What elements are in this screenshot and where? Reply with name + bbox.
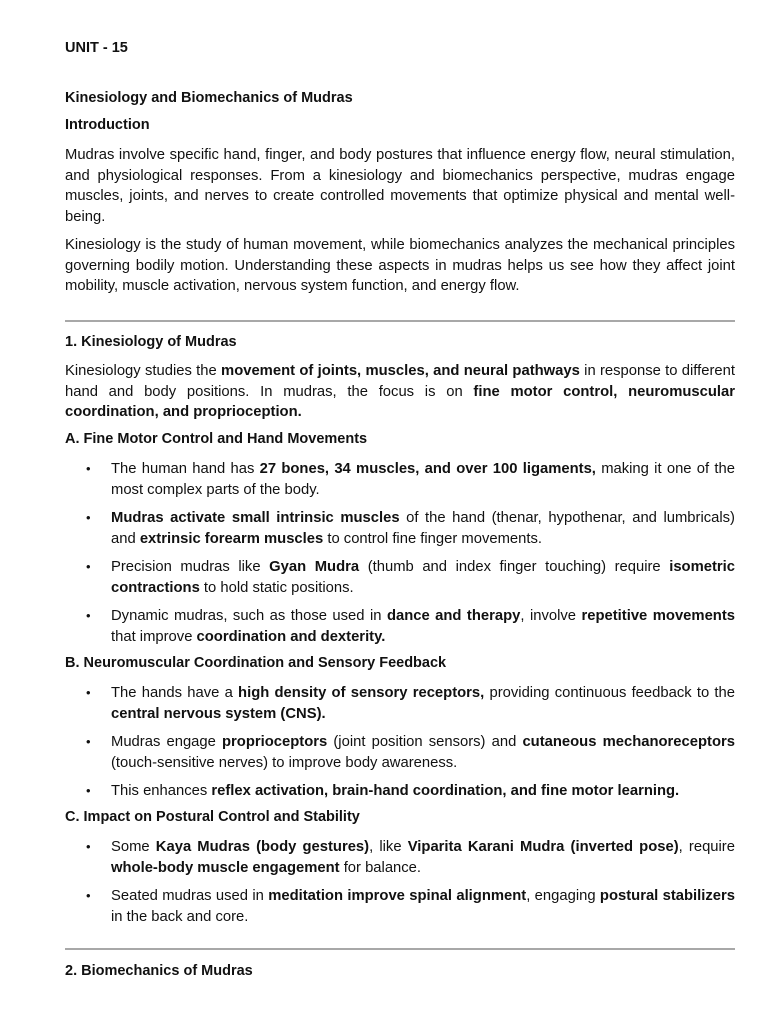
section-divider [65,948,735,950]
subsection-b-heading: B. Neuromuscular Coordination and Sensory Feedback [65,655,447,671]
section-1-paragraph: Kinesiology studies the movement of joints, muscles, and neural pathways in response to different hand and body positions. In mudras, the focus is on fine motor control, neuromuscular coordination, and proprioception. [65,363,735,420]
list-item: • The hands have a high density of sensory receptors, providing continuous feedback to the central nervous system (CNS). [86,685,735,722]
section-1-heading: 1. Kinesiology of Mudras [65,334,237,350]
list-item: • The human hand has 27 bones, 34 muscles, and over 100 ligaments, making it one of the most complex parts of the body. [86,461,735,498]
bullet-icon: • [86,608,91,623]
bullet-icon: • [86,559,91,574]
subsection-c-heading: C. Impact on Postural Control and Stability [65,809,360,825]
bullet-icon: • [86,783,91,798]
list-item: • Dynamic mudras, such as those used in dance and therapy, involve repetitive movements that improve coordination and dexterity. [86,608,735,645]
subsection-a-heading: A. Fine Motor Control and Hand Movements [65,431,368,447]
section-divider [65,320,735,322]
section-2-heading: 2. Biomechanics of Mudras [65,963,253,979]
bullet-icon: • [86,685,91,700]
subsection-a-list [65,459,735,647]
intro-paragraph-1: Mudras involve specific hand, finger, and body postures that influence energy flow, neural stimulation, and physiological responses. From a kinesiology and biomechanics perspective, mudras engage muscles, joints, and nerves to create controlled movements that optimize physical and mental well-being. [65,147,735,225]
list-item: • This enhances reflex activation, brain-hand coordination, and fine motor learning. [65,781,735,802]
intro-paragraph-2: Kinesiology is the study of human movement, while biomechanics analyzes the mechanical principles governing bodily motion. Understanding these aspects in mudras helps us see how they affect joint mobility, muscle activation, nervous system function, and energy flow. [65,237,735,294]
bullet-icon: • [86,510,91,525]
document-title: Kinesiology and Biomechanics of Mudras [65,90,353,106]
list-item: • Precision mudras like Gyan Mudra (thumb and index finger touching) require isometric contractions to hold static positions. [86,559,736,596]
list-item: • Mudras activate small intrinsic muscles of the hand (thenar, hypothenar, and lumbricals) and extrinsic forearm muscles to control fine finger movements. [86,510,735,547]
bullet-icon: • [86,734,91,749]
intro-heading: Introduction [65,117,150,133]
bullet-icon: • [86,839,91,854]
subsection-c-list [65,837,735,927]
list-item: • Seated mudras used in meditation improve spinal alignment, engaging postural stabilizers in the back and core. [86,888,736,925]
unit-label: UNIT - 15 [65,40,128,56]
bullet-icon: • [86,461,91,476]
subsection-b-list [65,683,735,802]
bullet-icon: • [86,888,91,903]
list-item: • Some Kaya Mudras (body gestures), like Viparita Karani Mudra (inverted pose), require whole-body muscle engagement for balance. [86,839,735,876]
list-item: • Mudras engage proprioceptors (joint position sensors) and cutaneous mechanoreceptors (touch-sensitive nerves) to improve body awareness. [86,734,735,771]
